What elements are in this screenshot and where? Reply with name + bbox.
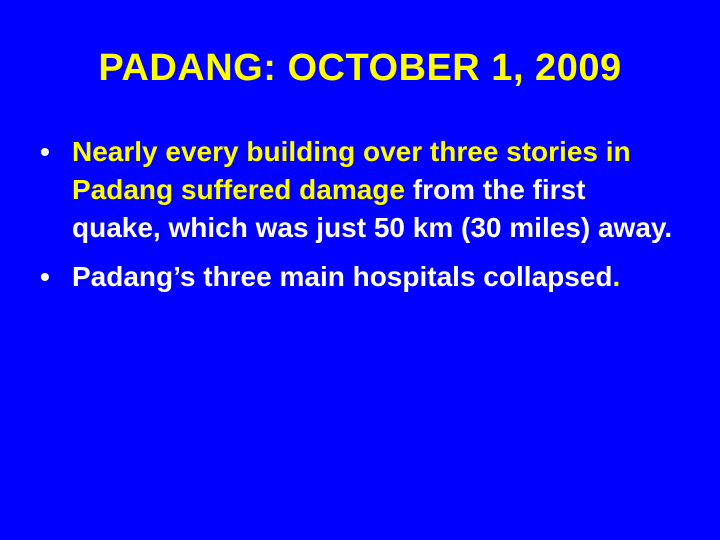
bullet-highlight-text: Nearly every building over three stories in Padang suffered damage (72, 136, 631, 205)
bullet-body-text: from the first quake, which was just 50 km (30 miles) away. (72, 174, 673, 243)
bullet-dot-icon: • (40, 261, 50, 292)
slide-title: PADANG: OCTOBER 1, 2009 (98, 47, 622, 89)
bullet-item-hospitals (40, 258, 680, 296)
bullet-dot-icon: • (40, 136, 50, 167)
bullet-list (40, 133, 680, 307)
bullet-body-text: Padang’s three main hospitals collapsed (72, 261, 613, 292)
bullet-end-period: . (612, 261, 621, 292)
bullet-item-building-damage (40, 133, 680, 247)
